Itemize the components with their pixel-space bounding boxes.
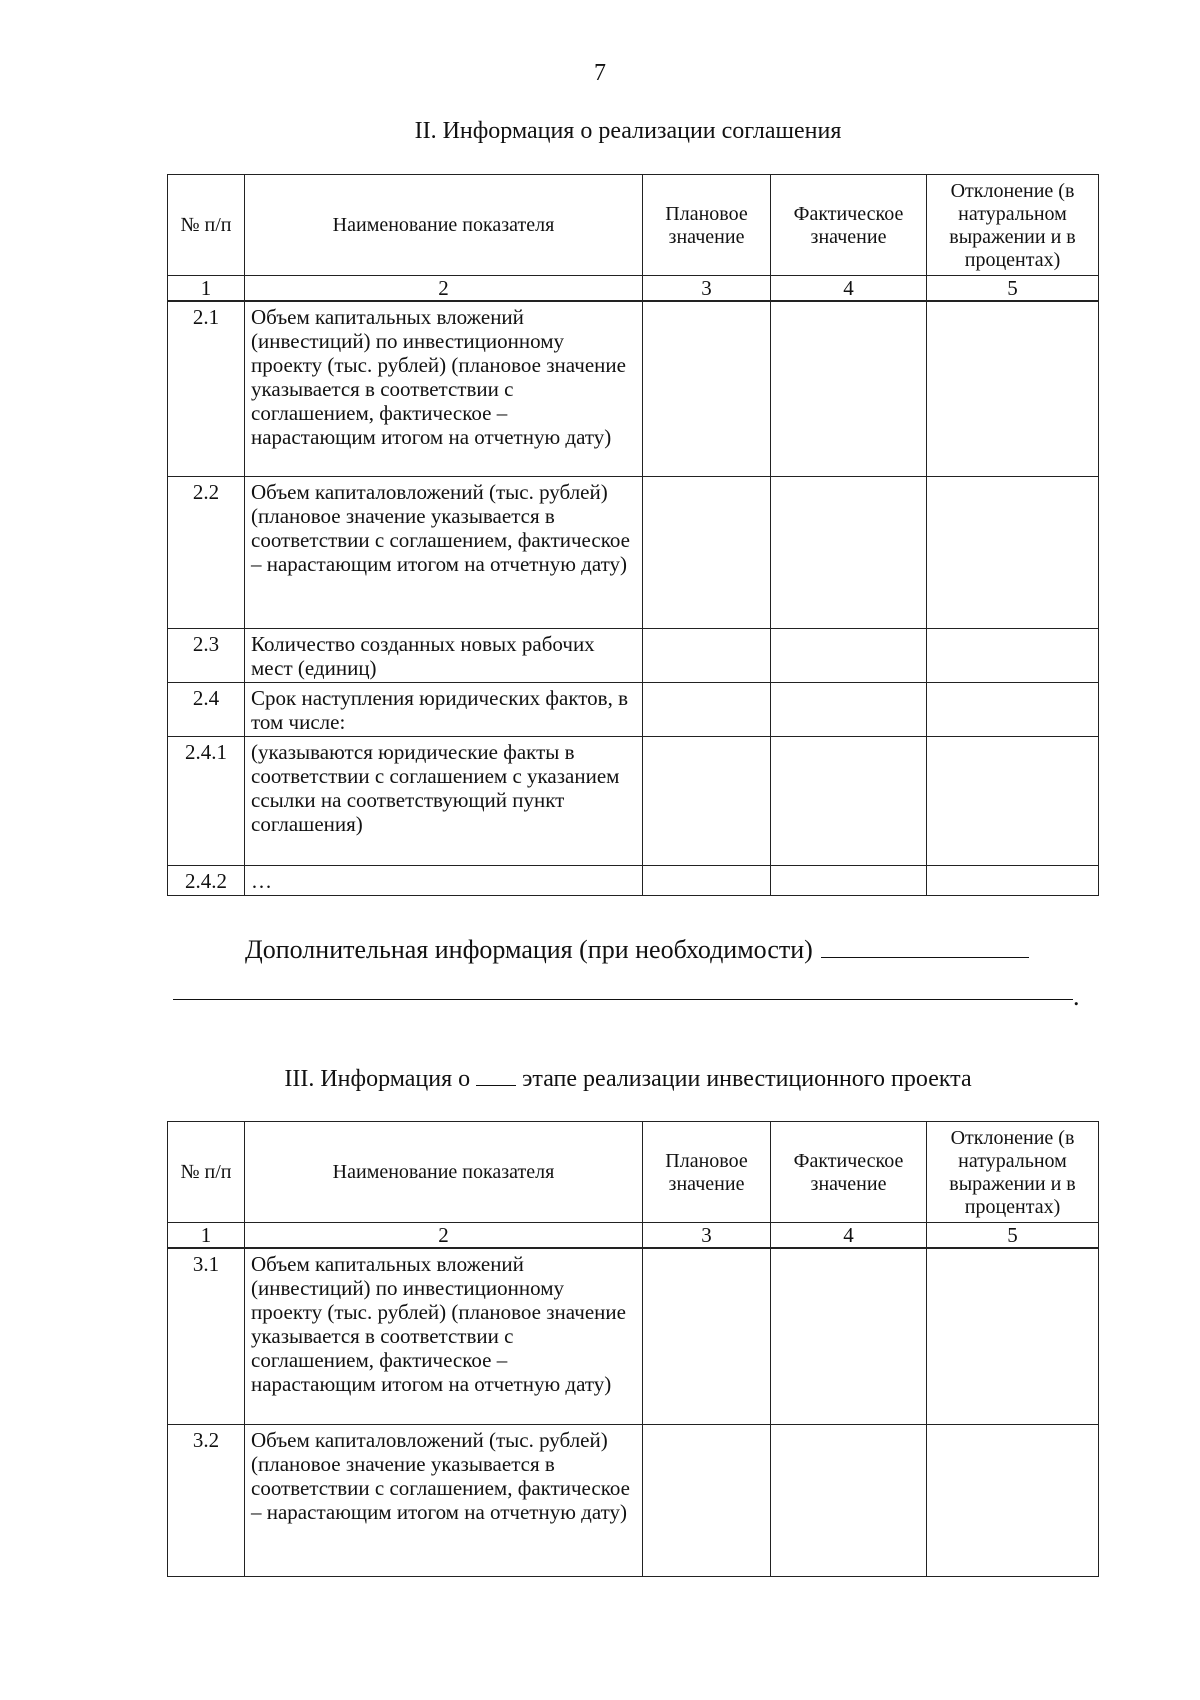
row-number: 2.4 [168, 682, 245, 736]
column-number-row [168, 1223, 1099, 1249]
additional-info-label: Дополнительная информация (при необходимости) [245, 935, 813, 964]
column-number: 5 [927, 1223, 1099, 1249]
plan-value-cell [643, 1248, 771, 1424]
fact-value-cell [771, 301, 927, 476]
header-deviation: Отклонение (в натуральном выражении и в процентах) [927, 175, 1099, 276]
deviation-cell [927, 865, 1099, 895]
table-row [168, 1424, 1099, 1576]
fact-value-cell [771, 736, 927, 865]
plan-value-cell [643, 628, 771, 682]
column-number: 2 [245, 1223, 643, 1249]
deviation-cell [927, 301, 1099, 476]
header-deviation: Отклонение (в натуральном выражении и в процентах) [927, 1122, 1099, 1223]
fact-value-cell [771, 1424, 927, 1576]
plan-value-cell [643, 476, 771, 628]
table-row [168, 628, 1099, 682]
column-number-row [168, 276, 1099, 302]
plan-value-cell [643, 682, 771, 736]
table-row [168, 476, 1099, 628]
additional-info-end-mark: . [1073, 982, 1080, 1011]
column-number: 1 [168, 276, 245, 302]
section-3-title-prefix: III. Информация о [284, 1066, 471, 1092]
row-number: 2.4.2 [168, 865, 245, 895]
column-number: 4 [771, 1223, 927, 1249]
deviation-cell [927, 476, 1099, 628]
additional-info [245, 935, 1029, 965]
row-number: 2.1 [168, 301, 245, 476]
plan-value-cell [643, 865, 771, 895]
header-num: № п/п [168, 1122, 245, 1223]
section-3-title-suffix: этапе реализации инвестиционного проекта [522, 1066, 972, 1092]
column-number: 2 [245, 276, 643, 302]
deviation-cell [927, 1424, 1099, 1576]
plan-value-cell [643, 1424, 771, 1576]
header-fact: Фактическое значение [771, 175, 927, 276]
deviation-cell [927, 682, 1099, 736]
indicator-name: Объем капиталовложений (тыс. рублей) (плановое значение указывается в соответствии с соглашением, фактическое – нарастающим итогом на отчетную дату) [245, 476, 643, 628]
indicator-name: Объем капитальных вложений (инвестиций) по инвестиционному проекту (тыс. рублей) (плановое значение указывается в соответствии с соглашением, фактическое – нарастающим итогом на отчетную дату) [245, 301, 643, 476]
table-row [168, 301, 1099, 476]
column-number: 3 [643, 1223, 771, 1249]
additional-info-continuation-line[interactable] [173, 999, 1073, 1000]
stage-number-blank[interactable] [476, 1067, 516, 1086]
column-number: 1 [168, 1223, 245, 1249]
header-name: Наименование показателя [245, 175, 643, 276]
row-number: 2.4.1 [168, 736, 245, 865]
section-2-table [167, 174, 1099, 896]
header-name: Наименование показателя [245, 1122, 643, 1223]
table-row [168, 1248, 1099, 1424]
fact-value-cell [771, 1248, 927, 1424]
section-3-title [0, 1066, 1200, 1093]
section-3-table [167, 1121, 1099, 1577]
header-plan: Плановое значение [643, 175, 771, 276]
fact-value-cell [771, 476, 927, 628]
plan-value-cell [643, 736, 771, 865]
table-row [168, 865, 1099, 895]
additional-info-input-line[interactable] [821, 935, 1029, 958]
header-plan: Плановое значение [643, 1122, 771, 1223]
deviation-cell [927, 628, 1099, 682]
section-2-title: II. Информация о реализации соглашения [414, 118, 842, 144]
indicator-name: Объем капиталовложений (тыс. рублей) (плановое значение указывается в соответствии с соглашением, фактическое – нарастающим итогом на отчетную дату) [245, 1424, 643, 1576]
table-row [168, 736, 1099, 865]
table-row [168, 682, 1099, 736]
column-number: 3 [643, 276, 771, 302]
column-number: 4 [771, 276, 927, 302]
indicator-name: … [245, 865, 643, 895]
indicator-name: Объем капитальных вложений (инвестиций) по инвестиционному проекту (тыс. рублей) (плановое значение указывается в соответствии с соглашением, фактическое – нарастающим итогом на отчетную дату) [245, 1248, 643, 1424]
row-number: 2.3 [168, 628, 245, 682]
header-num: № п/п [168, 175, 245, 276]
fact-value-cell [771, 682, 927, 736]
indicator-name: (указываются юридические факты в соответствии с соглашением с указанием ссылки на соответствующий пункт соглашения) [245, 736, 643, 865]
table-header-row [168, 175, 1099, 276]
indicator-name: Количество созданных новых рабочих мест (единиц) [245, 628, 643, 682]
page-number: 7 [594, 60, 606, 86]
table-header-row [168, 1122, 1099, 1223]
deviation-cell [927, 1248, 1099, 1424]
fact-value-cell [771, 865, 927, 895]
deviation-cell [927, 736, 1099, 865]
header-fact: Фактическое значение [771, 1122, 927, 1223]
row-number: 3.1 [168, 1248, 245, 1424]
column-number: 5 [927, 276, 1099, 302]
row-number: 2.2 [168, 476, 245, 628]
row-number: 3.2 [168, 1424, 245, 1576]
indicator-name: Срок наступления юридических фактов, в том числе: [245, 682, 643, 736]
plan-value-cell [643, 301, 771, 476]
fact-value-cell [771, 628, 927, 682]
